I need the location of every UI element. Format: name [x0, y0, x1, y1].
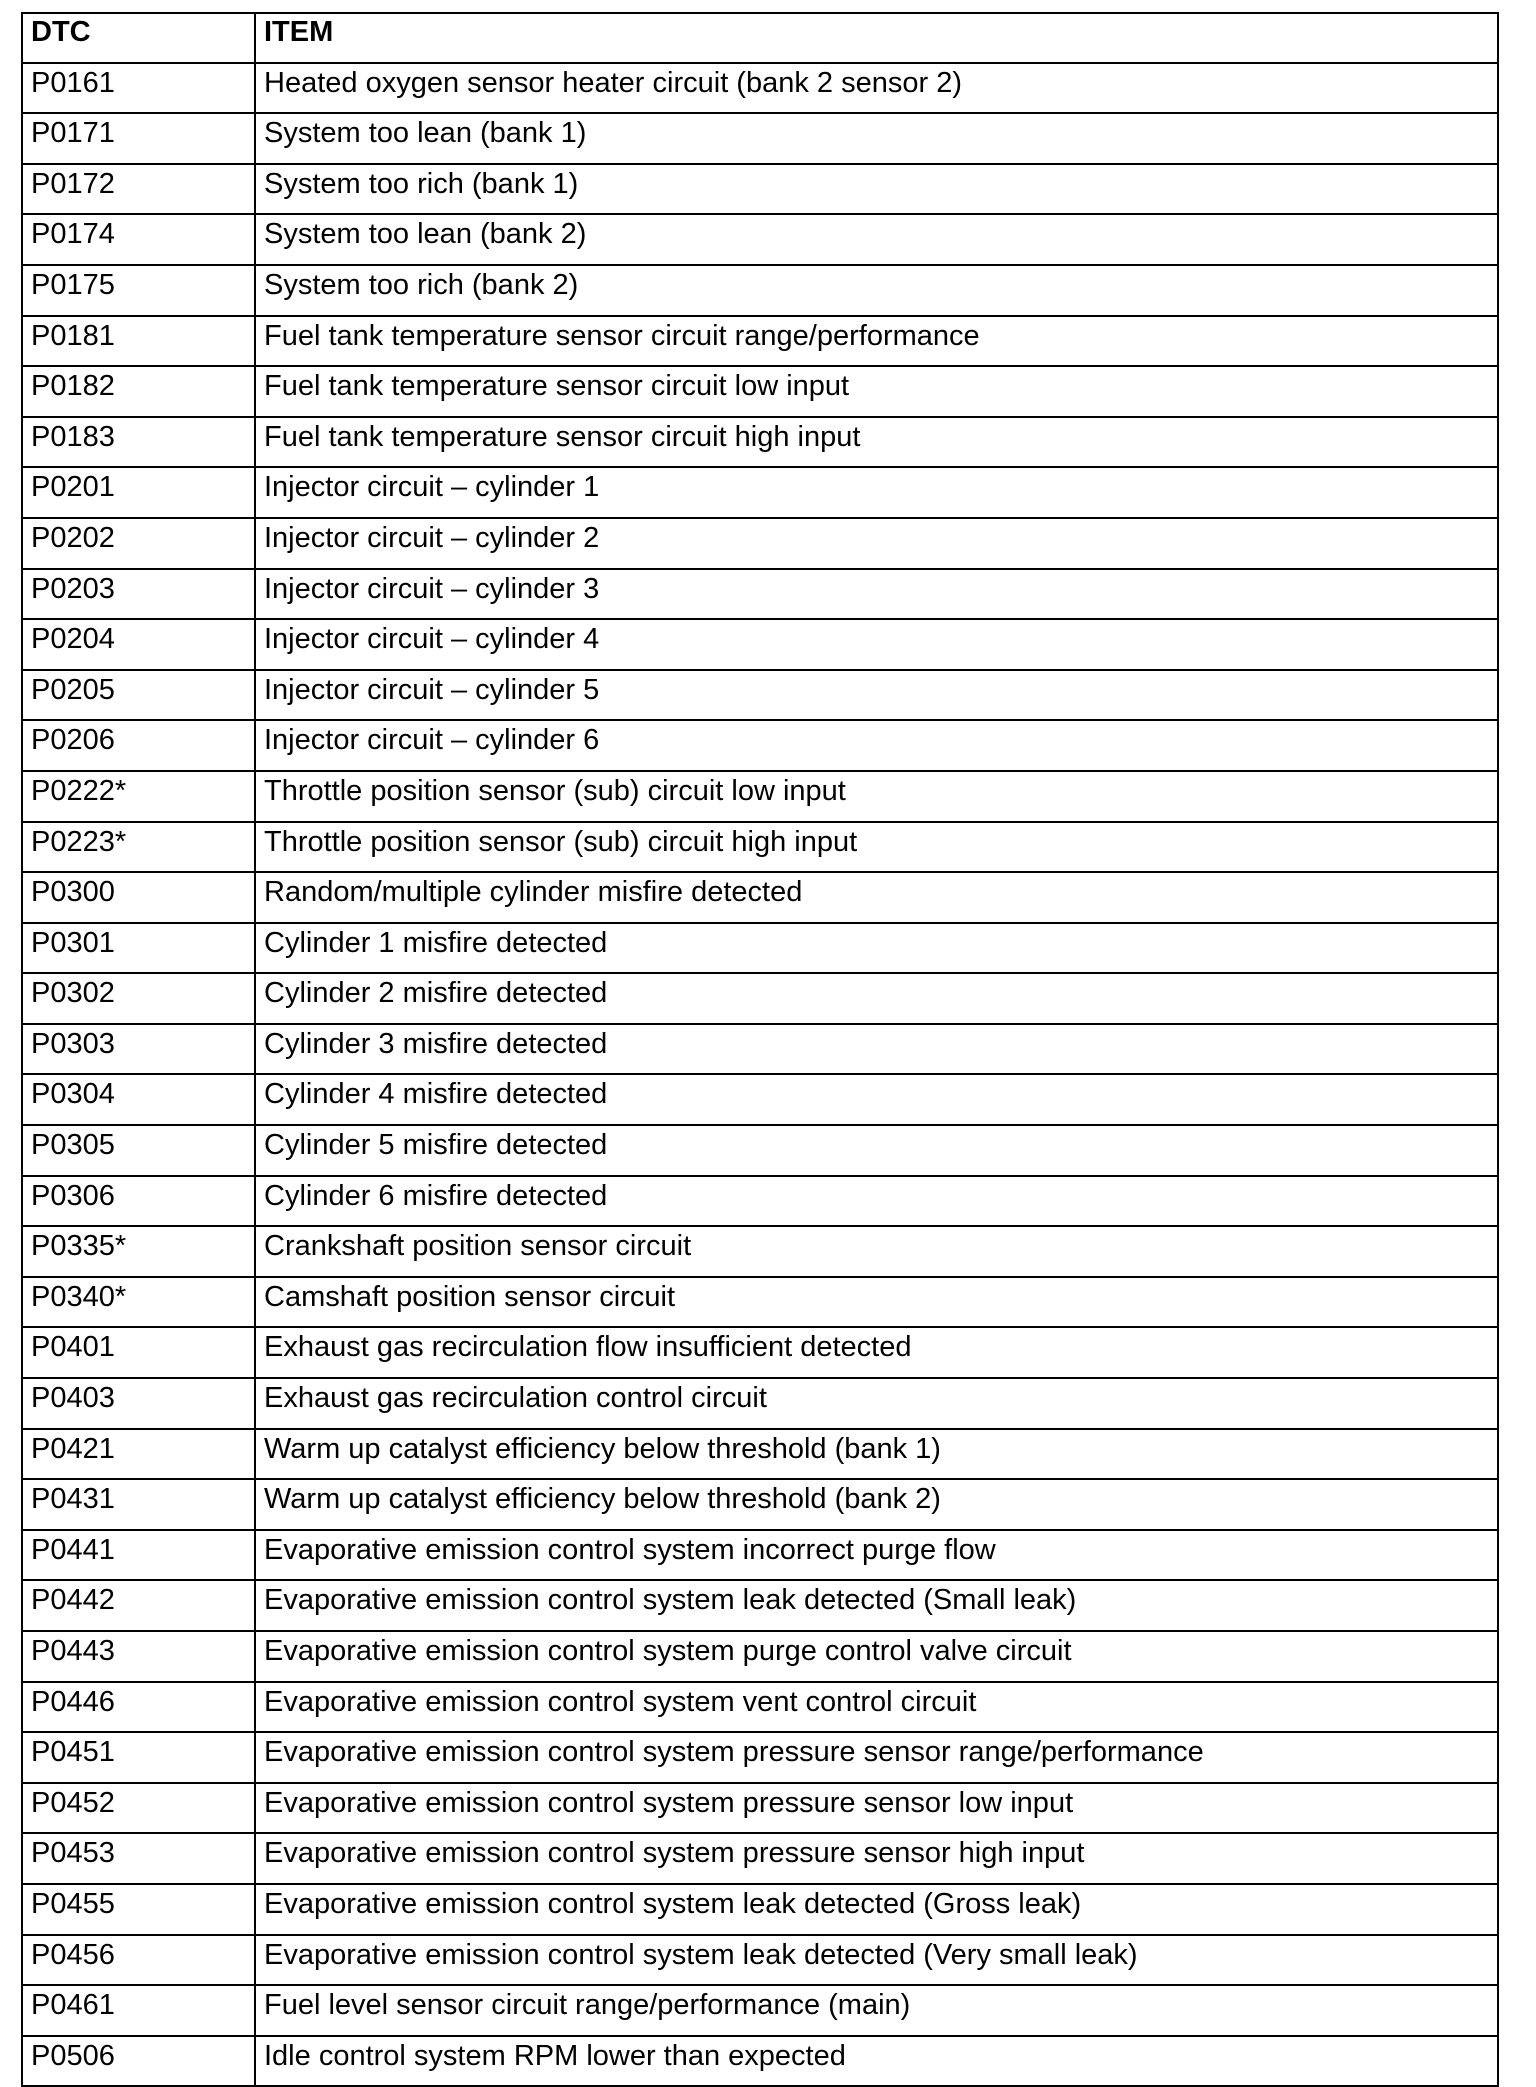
dtc-item-cell: Cylinder 6 misfire detected [255, 1176, 1498, 1227]
table-row [22, 63, 1498, 114]
table-row [22, 1378, 1498, 1429]
dtc-code-cell: P0304 [22, 1074, 255, 1125]
table-row [22, 569, 1498, 620]
dtc-code-cell: P0453 [22, 1833, 255, 1884]
dtc-item-cell: Cylinder 2 misfire detected [255, 973, 1498, 1024]
dtc-item-cell: Evaporative emission control system pressure sensor range/performance [255, 1732, 1498, 1783]
dtc-code-cell: P0441 [22, 1530, 255, 1581]
dtc-item-cell: System too rich (bank 1) [255, 164, 1498, 215]
table-row [22, 1074, 1498, 1125]
dtc-item-cell: Random/multiple cylinder misfire detected [255, 872, 1498, 923]
dtc-code-cell: P0506 [22, 2036, 255, 2087]
table-row [22, 164, 1498, 215]
table-row [22, 1125, 1498, 1176]
table-row [22, 417, 1498, 468]
table-row [22, 1682, 1498, 1733]
dtc-code-cell: P0442 [22, 1580, 255, 1631]
dtc-item-cell: Evaporative emission control system leak detected (Small leak) [255, 1580, 1498, 1631]
dtc-code-cell: P0161 [22, 63, 255, 114]
dtc-item-cell: Injector circuit – cylinder 2 [255, 518, 1498, 569]
dtc-code-cell: P0301 [22, 923, 255, 974]
dtc-item-cell: System too lean (bank 2) [255, 214, 1498, 265]
table-row [22, 720, 1498, 771]
dtc-code-cell: P0401 [22, 1327, 255, 1378]
dtc-code-cell: P0431 [22, 1479, 255, 1530]
table-body [22, 63, 1498, 2087]
dtc-item-cell: Injector circuit – cylinder 5 [255, 670, 1498, 721]
dtc-code-cell: P0300 [22, 872, 255, 923]
dtc-code-cell: P0201 [22, 467, 255, 518]
dtc-table [21, 12, 1499, 2087]
dtc-code-cell: P0223* [22, 822, 255, 873]
table-header [22, 13, 1498, 63]
dtc-code-cell: P0204 [22, 619, 255, 670]
dtc-code-cell: P0335* [22, 1226, 255, 1277]
dtc-code-cell: P0305 [22, 1125, 255, 1176]
table-row [22, 1024, 1498, 1075]
dtc-item-cell: Injector circuit – cylinder 1 [255, 467, 1498, 518]
table-row [22, 872, 1498, 923]
dtc-code-cell: P0172 [22, 164, 255, 215]
table-row [22, 1935, 1498, 1986]
dtc-item-cell: System too rich (bank 2) [255, 265, 1498, 316]
dtc-item-cell: Injector circuit – cylinder 4 [255, 619, 1498, 670]
dtc-code-cell: P0222* [22, 771, 255, 822]
table-row [22, 1833, 1498, 1884]
dtc-item-cell: Cylinder 5 misfire detected [255, 1125, 1498, 1176]
dtc-code-cell: P0203 [22, 569, 255, 620]
dtc-code-cell: P0455 [22, 1884, 255, 1935]
dtc-item-cell: Evaporative emission control system vent control circuit [255, 1682, 1498, 1733]
dtc-code-cell: P0174 [22, 214, 255, 265]
table-row [22, 1580, 1498, 1631]
dtc-code-cell: P0452 [22, 1783, 255, 1834]
table-row [22, 316, 1498, 367]
dtc-item-cell: Warm up catalyst efficiency below threshold (bank 1) [255, 1429, 1498, 1480]
dtc-code-cell: P0456 [22, 1935, 255, 1986]
table-row [22, 113, 1498, 164]
dtc-code-cell: P0202 [22, 518, 255, 569]
dtc-item-cell: Evaporative emission control system purge control valve circuit [255, 1631, 1498, 1682]
dtc-item-cell: Cylinder 3 misfire detected [255, 1024, 1498, 1075]
dtc-code-cell: P0206 [22, 720, 255, 771]
dtc-code-cell: P0446 [22, 1682, 255, 1733]
dtc-item-cell: Throttle position sensor (sub) circuit high input [255, 822, 1498, 873]
table-row [22, 214, 1498, 265]
dtc-code-cell: P0403 [22, 1378, 255, 1429]
dtc-code-cell: P0451 [22, 1732, 255, 1783]
dtc-item-cell: Cylinder 1 misfire detected [255, 923, 1498, 974]
table-row [22, 1884, 1498, 1935]
table-row [22, 973, 1498, 1024]
table-row [22, 1176, 1498, 1227]
table-row [22, 1479, 1498, 1530]
table-row [22, 1732, 1498, 1783]
dtc-item-cell: Injector circuit – cylinder 3 [255, 569, 1498, 620]
dtc-item-cell: Heated oxygen sensor heater circuit (bank 2 sensor 2) [255, 63, 1498, 114]
dtc-code-cell: P0182 [22, 366, 255, 417]
dtc-code-cell: P0181 [22, 316, 255, 367]
dtc-code-cell: P0421 [22, 1429, 255, 1480]
table-row [22, 1631, 1498, 1682]
dtc-code-cell: P0306 [22, 1176, 255, 1227]
table-row [22, 822, 1498, 873]
dtc-item-cell: Throttle position sensor (sub) circuit low input [255, 771, 1498, 822]
table-row [22, 670, 1498, 721]
dtc-item-cell: Fuel tank temperature sensor circuit range/performance [255, 316, 1498, 367]
table-row [22, 771, 1498, 822]
table-row [22, 1783, 1498, 1834]
dtc-item-cell: Evaporative emission control system leak detected (Gross leak) [255, 1884, 1498, 1935]
dtc-code-cell: P0302 [22, 973, 255, 1024]
table-row [22, 1277, 1498, 1328]
header-row [22, 13, 1498, 63]
dtc-item-cell: Evaporative emission control system incorrect purge flow [255, 1530, 1498, 1581]
dtc-item-cell: Fuel tank temperature sensor circuit high input [255, 417, 1498, 468]
dtc-item-cell: System too lean (bank 1) [255, 113, 1498, 164]
dtc-item-cell: Crankshaft position sensor circuit [255, 1226, 1498, 1277]
table-row [22, 923, 1498, 974]
dtc-item-cell: Injector circuit – cylinder 6 [255, 720, 1498, 771]
dtc-item-cell: Cylinder 4 misfire detected [255, 1074, 1498, 1125]
table-row [22, 1530, 1498, 1581]
dtc-code-cell: P0461 [22, 1985, 255, 2036]
dtc-code-cell: P0443 [22, 1631, 255, 1682]
dtc-code-cell: P0340* [22, 1277, 255, 1328]
header-dtc: DTC [22, 13, 255, 63]
dtc-item-cell: Evaporative emission control system leak detected (Very small leak) [255, 1935, 1498, 1986]
dtc-item-cell: Warm up catalyst efficiency below threshold (bank 2) [255, 1479, 1498, 1530]
dtc-code-cell: P0175 [22, 265, 255, 316]
dtc-item-cell: Exhaust gas recirculation control circuit [255, 1378, 1498, 1429]
table-row [22, 1226, 1498, 1277]
dtc-item-cell: Evaporative emission control system pressure sensor low input [255, 1783, 1498, 1834]
table-row [22, 1429, 1498, 1480]
header-item: ITEM [255, 13, 1498, 63]
dtc-item-cell: Evaporative emission control system pressure sensor high input [255, 1833, 1498, 1884]
dtc-code-cell: P0205 [22, 670, 255, 721]
dtc-code-cell: P0183 [22, 417, 255, 468]
table-row [22, 619, 1498, 670]
dtc-code-cell: P0303 [22, 1024, 255, 1075]
dtc-item-cell: Idle control system RPM lower than expected [255, 2036, 1498, 2087]
table-row [22, 366, 1498, 417]
dtc-code-cell: P0171 [22, 113, 255, 164]
table-row [22, 518, 1498, 569]
dtc-item-cell: Fuel level sensor circuit range/performance (main) [255, 1985, 1498, 2036]
dtc-item-cell: Exhaust gas recirculation flow insufficient detected [255, 1327, 1498, 1378]
table-row [22, 2036, 1498, 2087]
table-row [22, 1327, 1498, 1378]
table-row [22, 467, 1498, 518]
table-row [22, 1985, 1498, 2036]
dtc-item-cell: Fuel tank temperature sensor circuit low input [255, 366, 1498, 417]
table-row [22, 265, 1498, 316]
dtc-item-cell: Camshaft position sensor circuit [255, 1277, 1498, 1328]
